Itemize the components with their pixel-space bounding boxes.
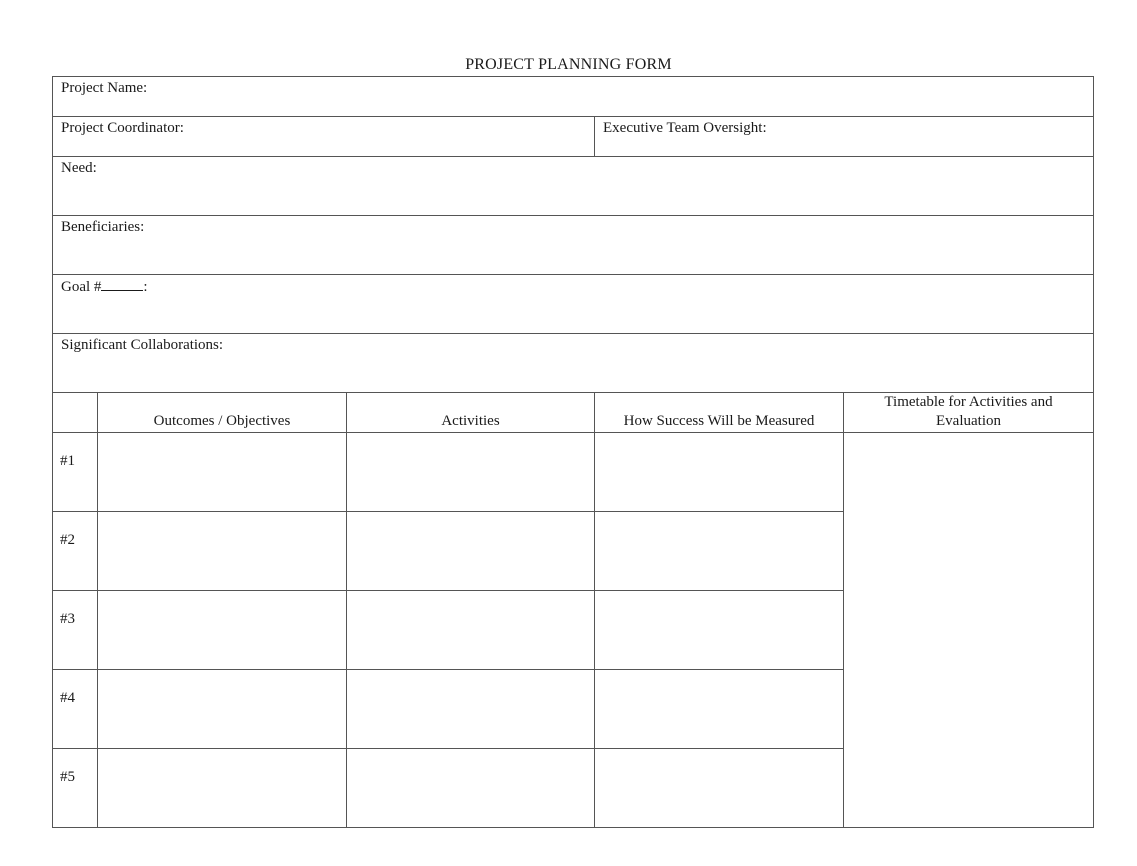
outcomes-cell[interactable] bbox=[98, 433, 347, 512]
header-activities: Activities bbox=[347, 393, 595, 433]
row-number: #1 bbox=[53, 433, 98, 512]
activities-cell[interactable] bbox=[347, 591, 595, 670]
goal-field[interactable] bbox=[53, 275, 1094, 334]
success-measure-cell[interactable] bbox=[595, 749, 844, 828]
timetable-cell[interactable] bbox=[844, 433, 1094, 828]
activities-cell[interactable] bbox=[347, 512, 595, 591]
project-coordinator-label: Project Coordinator: bbox=[61, 120, 184, 136]
goal-suffix: : bbox=[143, 279, 148, 295]
outcomes-cell[interactable] bbox=[98, 512, 347, 591]
success-measure-cell[interactable] bbox=[595, 433, 844, 512]
success-measure-cell[interactable] bbox=[595, 670, 844, 749]
table-row bbox=[53, 433, 1094, 512]
success-measure-cell[interactable] bbox=[595, 591, 844, 670]
beneficiaries-field[interactable] bbox=[53, 216, 1094, 275]
header-timetable-line1: Timetable for Activities and bbox=[884, 394, 1053, 410]
need-label: Need: bbox=[61, 160, 97, 176]
beneficiaries-label: Beneficiaries: bbox=[61, 219, 145, 235]
form-title: PROJECT PLANNING FORM bbox=[465, 56, 672, 73]
outcomes-cell[interactable] bbox=[98, 749, 347, 828]
goal-number-blank[interactable] bbox=[101, 277, 143, 291]
row-number: #2 bbox=[53, 512, 98, 591]
header-timetable-line2: Evaluation bbox=[936, 413, 1001, 429]
goal-prefix: Goal # bbox=[61, 279, 102, 295]
need-field[interactable] bbox=[53, 157, 1094, 216]
activities-cell[interactable] bbox=[347, 749, 595, 828]
project-coordinator-field[interactable] bbox=[53, 117, 595, 157]
row-number: #3 bbox=[53, 591, 98, 670]
executive-team-oversight-field[interactable] bbox=[595, 117, 1094, 157]
row-number: #5 bbox=[53, 749, 98, 828]
header-timetable bbox=[844, 393, 1094, 433]
activities-cell[interactable] bbox=[347, 433, 595, 512]
significant-collaborations-label: Significant Collaborations: bbox=[61, 337, 224, 353]
success-measure-cell[interactable] bbox=[595, 512, 844, 591]
header-outcomes-objectives: Outcomes / Objectives bbox=[98, 393, 347, 433]
outcomes-cell[interactable] bbox=[98, 670, 347, 749]
header-blank-cell bbox=[53, 393, 98, 433]
outcomes-cell[interactable] bbox=[98, 591, 347, 670]
row-number: #4 bbox=[53, 670, 98, 749]
project-name-label: Project Name: bbox=[61, 80, 148, 96]
activities-cell[interactable] bbox=[347, 670, 595, 749]
goal-label bbox=[53, 275, 1093, 296]
significant-collaborations-field[interactable] bbox=[53, 334, 1094, 393]
project-name-field[interactable] bbox=[53, 77, 1094, 117]
project-planning-form bbox=[52, 76, 1094, 828]
executive-team-oversight-label: Executive Team Oversight: bbox=[603, 120, 767, 136]
header-success-measure: How Success Will be Measured bbox=[595, 393, 844, 433]
